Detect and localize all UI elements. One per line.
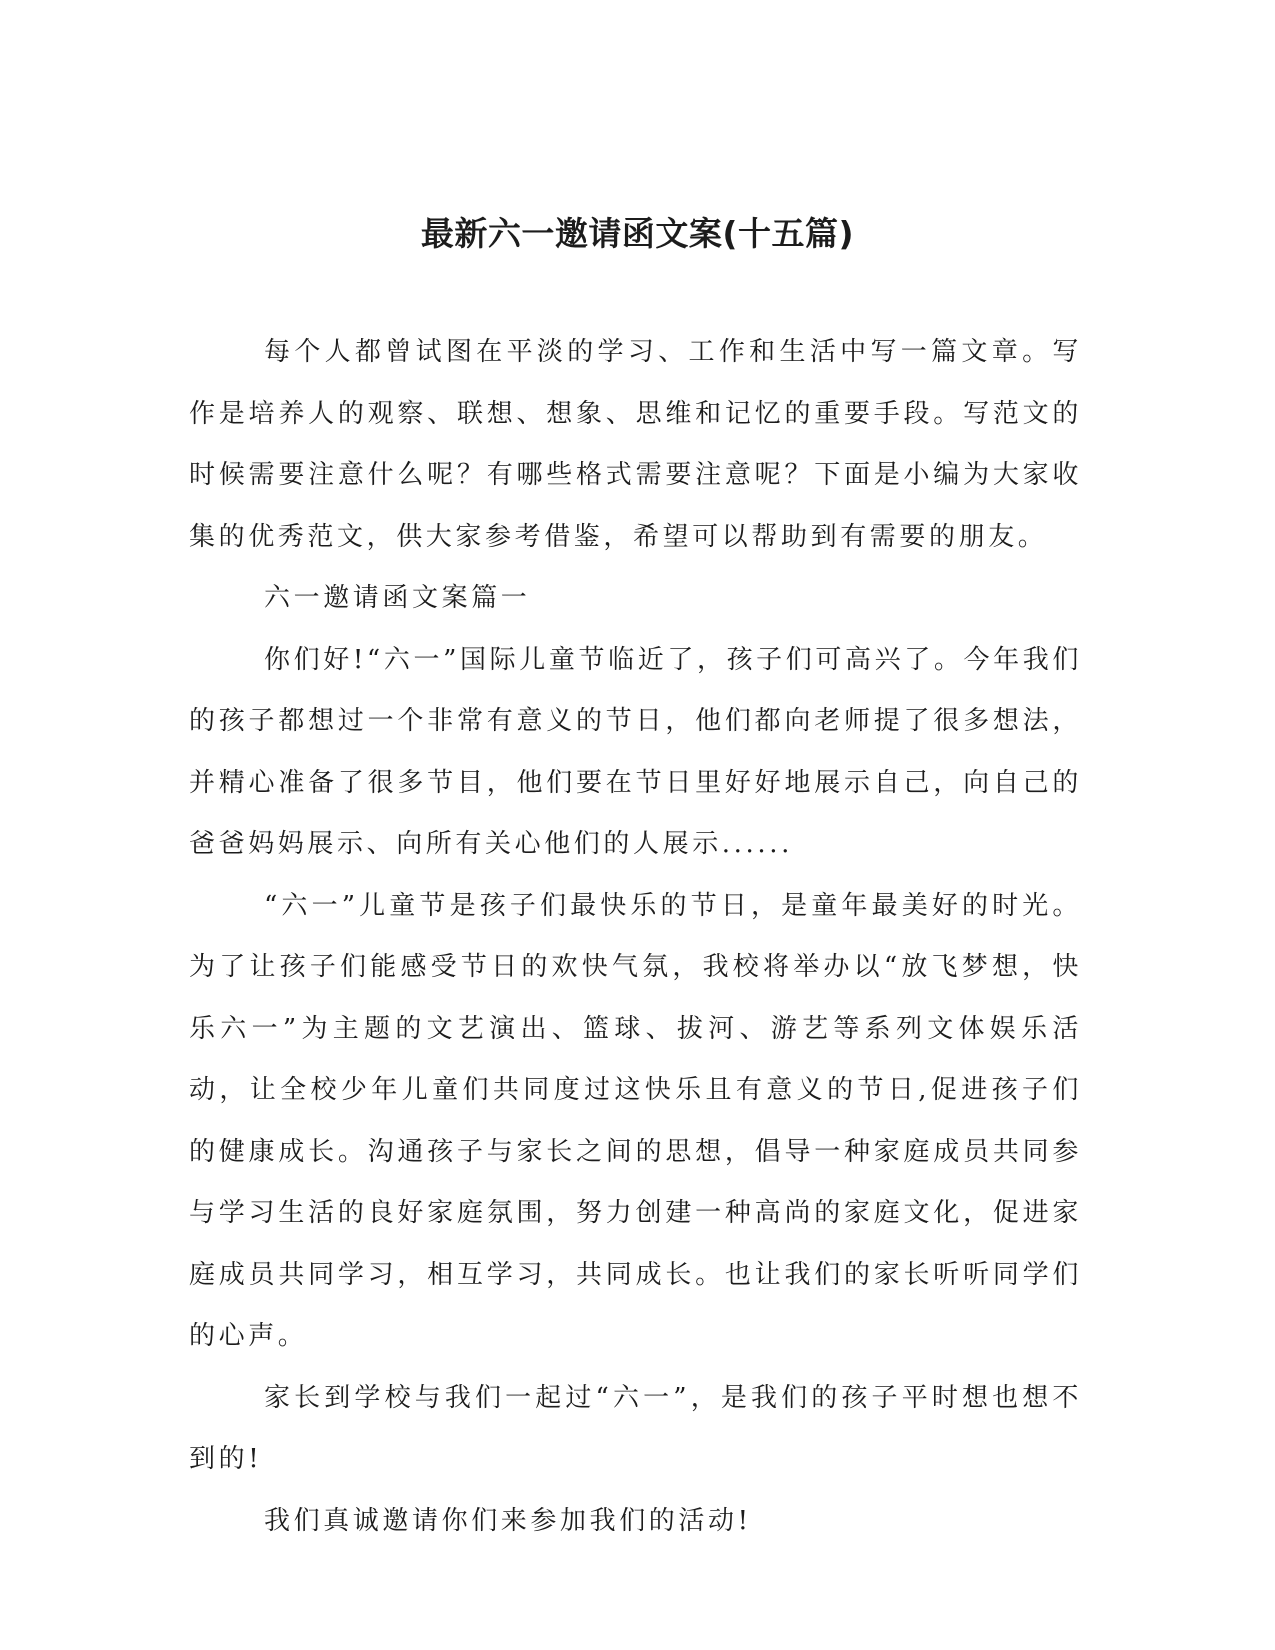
section-heading: 六一邀请函文案篇一	[264, 583, 531, 613]
paragraph-parents: 家长到学校与我们一起过“六一”，是我们的孩子平时想也想不到的!	[189, 1382, 1082, 1474]
page-title: 最新六一邀请函文案(十五篇)	[420, 214, 855, 253]
paragraph-invitation: 我们真诚邀请你们来参加我们的活动!	[264, 1505, 752, 1536]
paragraph-greeting: 你们好!“六一”国际儿童节临近了，孩子们可高兴了。今年我们的孩子都想过一个非常有意义的节日，他们都向老师提了很多想法，并精心准备了很多节目，他们要在节日里好好地展示自己，向自己的爸爸妈妈展示、向所有关心他们的人展示......	[189, 644, 1082, 859]
document-body	[189, 322, 1082, 1552]
paragraph-event: “六一”儿童节是孩子们最快乐的节日，是童年最美好的时光。为了让孩子们能感受节日的欢快气氛，我校将举办以“放飞梦想，快乐六一”为主题的文艺演出、篮球、拔河、游艺等系列文体娱乐活动，让全校少年儿童们共同度过这快乐且有意义的节日,促进孩子们的健康成长。沟通孩子与家长之间的思想，倡导一种家庭成员共同参与学习生活的良好家庭氛围，努力创建一种高尚的家庭文化，促进家庭成员共同学习，相互学习，共同成长。也让我们的家长听听同学们的心声。	[189, 890, 1082, 1351]
paragraph-intro: 每个人都曾试图在平淡的学习、工作和生活中写一篇文章。写作是培养人的观察、联想、想象、思维和记忆的重要手段。写范文的时候需要注意什么呢？有哪些格式需要注意呢？下面是小编为大家收集的优秀范文，供大家参考借鉴，希望可以帮助到有需要的朋友。	[189, 337, 1082, 552]
